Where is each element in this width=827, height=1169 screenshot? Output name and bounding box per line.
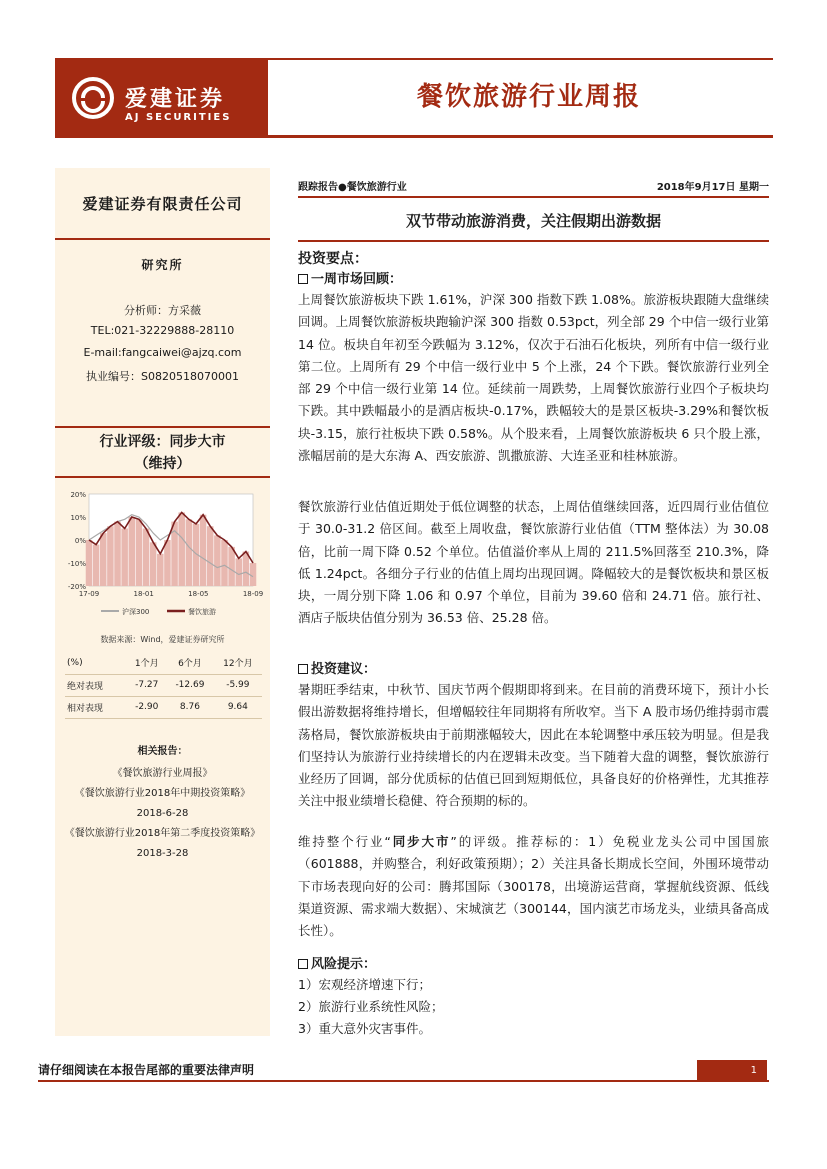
checkbox-bullet-icon <box>298 664 308 674</box>
area-bar <box>200 515 207 586</box>
industry-rating <box>55 426 270 478</box>
area-bar <box>207 526 214 586</box>
area-bar <box>157 554 164 586</box>
table-cell: -2.90 <box>127 696 166 718</box>
chart-source: 数据来源：Wind，爱建证券研究所 <box>100 635 225 644</box>
y-tick-label: 20% <box>70 491 86 499</box>
logo-cn: 爱建证券 <box>125 87 226 112</box>
department: 研究所 <box>141 258 184 272</box>
table-header-row <box>65 652 262 674</box>
license-number: 执业编号：S0820518070001 <box>86 370 239 383</box>
checkbox-bullet-icon <box>298 274 308 284</box>
risk-item: 1）宏观经济增速下行； <box>298 977 431 992</box>
y-tick-label: 0% <box>74 537 86 545</box>
page-number: 1 <box>697 1060 767 1082</box>
analyst-email: E-mail:fangcaiwei@ajzq.com <box>83 346 242 359</box>
x-tick-label: 17-09 <box>78 590 100 598</box>
legal-notice: 请仔细阅读在本报告尾部的重要法律声明 <box>38 1063 255 1077</box>
area-bar <box>136 519 143 586</box>
area-bar <box>86 540 93 586</box>
x-tick-label: 18-01 <box>133 590 154 598</box>
y-tick-label: 10% <box>70 514 86 522</box>
rating-emphasis: 同步大市 <box>390 834 451 849</box>
area-bar <box>164 540 171 586</box>
price-chart-svg <box>57 486 267 626</box>
section-title: 投资建议： <box>311 662 377 677</box>
area-bar <box>107 526 114 586</box>
table-header-cell: 12个月 <box>214 652 262 674</box>
rating-line1: 行业评级：同步大市 <box>99 434 226 450</box>
divider <box>298 240 769 242</box>
table-row <box>65 674 262 696</box>
logo-en: AJ SECURITIES <box>125 112 232 123</box>
area-bar <box>93 545 100 586</box>
related-report-date: 2018-6-28 <box>136 808 189 819</box>
key-points-heading: 投资要点： <box>298 251 368 267</box>
table-cell: -12.69 <box>166 674 214 696</box>
related-report-item[interactable]: 《餐饮旅游行业2018年中期投资策略》 <box>74 788 251 799</box>
market-review-paragraph-1: 上周餐饮旅游板块下跌 1.61%，沪深 300 指数下跌 1.08%。旅游板块跟随大盘继续回调。上周餐饮旅游板块跑输沪深 300 指数 0.53pct，列全部 29 个中信一级行业第 14 位。板块自年初至今跌幅为 3.12%，仅次于石油石化板块，列所有中信一级行业第二位。上周所有 29 个中信一级行业中 5 个上涨，24 个下跌。餐饮旅游行业列全部 29 个中信一级行业第 14 位。延续前一周跌势，上周餐饮旅游行业四个子板块均下跌。其中跌幅最小的是酒店板块-0.17%，跌幅较大的是景区板块-3.29%和餐饮板块-3.15，旅行社板块下跌 0.58%。从个股来看，上周餐饮旅游板块 6 只个股上涨，涨幅居前的是大东海 A、西安旅游、凯撒旅游、大连圣亚和桂林旅游。 <box>298 292 769 464</box>
table-cell: 相对表现 <box>65 696 127 718</box>
section-market-review <box>298 268 402 287</box>
related-reports-title: 相关报告： <box>137 746 188 757</box>
table-cell: 绝对表现 <box>65 674 127 696</box>
area-bar <box>235 558 242 586</box>
section-title: 风险提示： <box>311 957 377 972</box>
area-bar <box>150 542 157 586</box>
area-bar <box>114 522 121 586</box>
y-tick-label: -10% <box>67 560 86 568</box>
report-date: 2018年9月17日 星期一 <box>656 182 769 193</box>
price-chart <box>57 486 267 626</box>
report-type: 跟踪报告●餐饮旅游行业 <box>298 182 407 193</box>
area-bar <box>250 563 257 586</box>
investment-advice-paragraph-2 <box>298 831 769 942</box>
area-bar <box>228 547 235 586</box>
logo-mark-icon <box>71 76 115 120</box>
report-title: 餐饮旅游行业周报 <box>416 82 641 112</box>
table-cell: -5.99 <box>214 674 262 696</box>
market-review-paragraph-2: 餐饮旅游行业估值近期处于低位调整的状态，上周估值继续回落，近四周行业估值位于 30.0-31.2 倍区间。截至上周收盘，餐饮旅游行业估值（TTM 整体法）为 30.08 倍，比前一周下降 0.52 个单位。估值溢价率从上周的 211.5%回落至 210.3%，降低 1.24pct。各细分子行业的估值上周均出现回调。降幅较大的是餐饮板块和景区板块，一周分别下降 1.06 和 0.97 个单位，目前为 39.60 倍和 24.71 倍。旅行社、酒店子版块估值分别为 36.53 倍、25.28 倍。 <box>298 499 769 626</box>
footer-divider <box>38 1080 769 1082</box>
analyst: 分析师：方采薇 <box>124 304 201 317</box>
logo <box>55 60 268 137</box>
table-header-cell: (%) <box>65 652 127 674</box>
area-bar <box>186 519 193 586</box>
risk-item: 3）重大意外灾害事件。 <box>298 1021 431 1036</box>
rating-text-c: ”的评级。推荐标的：1）免税业龙头公司中国国旅（601888，并购整合，利好政策预期）；2）关注具备长期成长空间，外围环境带动下市场表现向好的公司：腾邦国际（300178，出境游运营商，掌握航线资源、低线渠道资源、需求端大数据）、宋城演艺（300144，国内演艺市场龙头，业绩具备高成长性）。 <box>298 834 769 939</box>
company-name: 爱建证券有限责任公司 <box>55 168 270 240</box>
area-bar <box>121 529 128 587</box>
sidebar <box>55 168 270 1036</box>
table-row <box>65 696 262 718</box>
area-bar <box>143 529 150 587</box>
table-cell: 8.76 <box>166 696 214 718</box>
risk-item: 2）旅游行业系统性风险； <box>298 999 444 1014</box>
legend-label-hs300: 沪深300 <box>122 608 150 616</box>
headline: 双节带动旅游消费，关注假期出游数据 <box>405 212 661 230</box>
x-tick-label: 18-05 <box>188 590 209 598</box>
report-header <box>55 58 773 138</box>
y-tick-label: -20% <box>67 583 86 591</box>
x-tick-label: 18-09 <box>242 590 264 598</box>
table-header-cell: 1个月 <box>127 652 166 674</box>
section-risk <box>298 953 376 972</box>
legend-label-catering-tourism: 餐饮旅游 <box>188 608 216 616</box>
table-header-cell: 6个月 <box>166 652 214 674</box>
area-bar <box>214 535 221 586</box>
section-investment-advice <box>298 658 376 677</box>
checkbox-bullet-icon <box>298 959 308 969</box>
related-report-item[interactable]: 《餐饮旅游行业2018年第二季度投资策略》2018-3-28 <box>64 828 261 859</box>
area-bar <box>178 512 185 586</box>
area-bar <box>129 517 136 586</box>
area-bar <box>100 533 107 586</box>
investment-advice-paragraph-1: 暑期旺季结束，中秋节、国庆节两个假期即将到来。在目前的消费环境下，预计小长假出游数据将维持增长，但增幅较往年同期将有所收窄。当下 A 股市场仍维持弱市震荡格局，餐饮旅游板块由于前期涨幅较大，因此在本轮调整中承压较为明显。但是我们坚持认为旅游行业持续增长的内在逻辑未改变。当下随着大盘的调整，餐饮旅游行业经历了回调，部分优质标的估值已回到短期低位，具备良好的价格弹性，尤其推荐关注中报业绩增长稳健、符合预期的标的。 <box>298 682 769 809</box>
rating-line2: （维持） <box>134 456 191 472</box>
divider <box>298 196 769 198</box>
related-report-item[interactable]: 《餐饮旅游行业周报》 <box>112 768 213 779</box>
table-cell: -7.27 <box>127 674 166 696</box>
section-title: 一周市场回顾： <box>311 272 403 287</box>
area-bar <box>221 540 228 586</box>
table-cell: 9.64 <box>214 696 262 718</box>
related-reports <box>59 764 266 864</box>
analyst-tel: TEL:021-32229888-28110 <box>90 324 235 337</box>
performance-table <box>65 652 262 719</box>
rating-text-a: 维持整个行业“ <box>298 834 391 849</box>
